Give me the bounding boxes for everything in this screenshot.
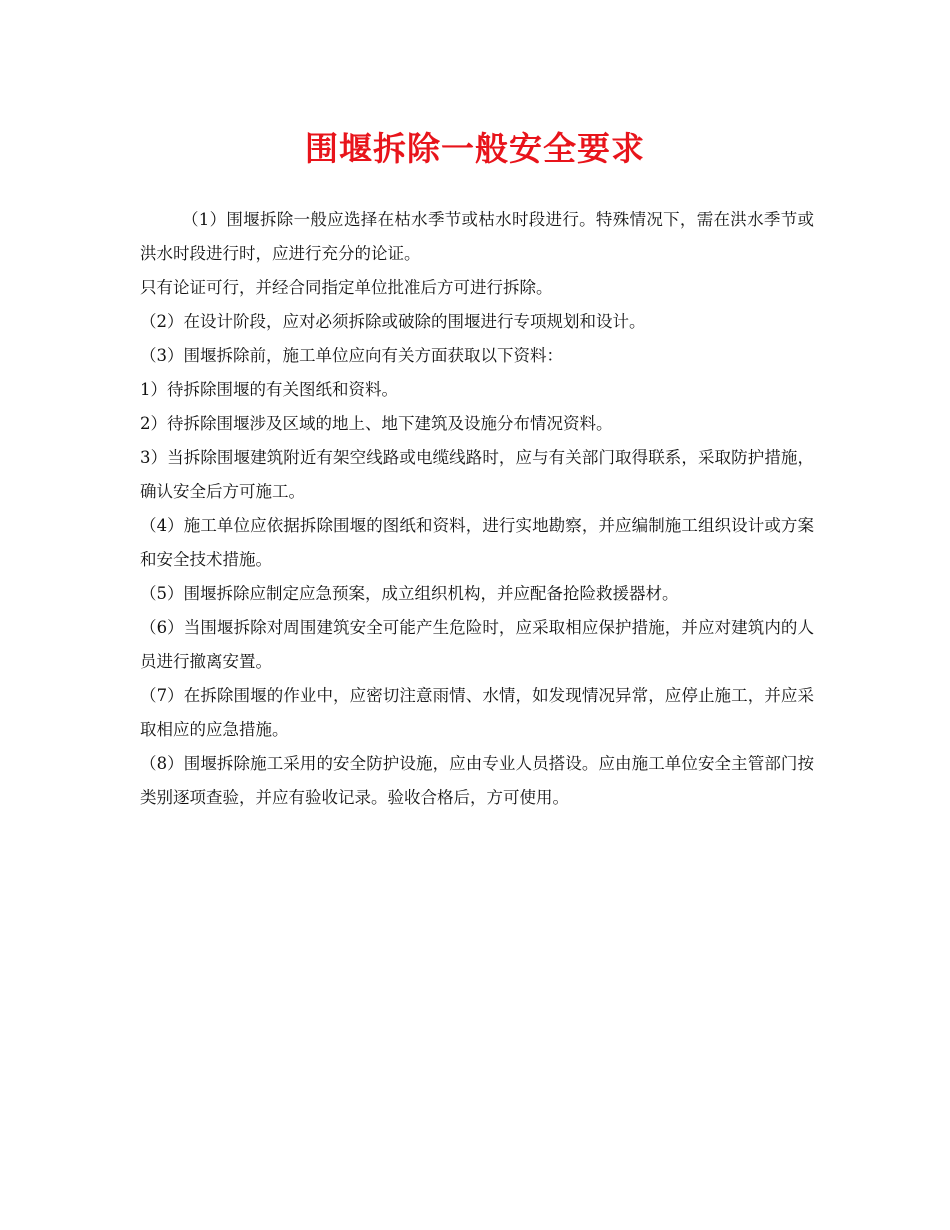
- paragraph-7: 3）当拆除围堰建筑附近有架空线路或电缆线路时，应与有关部门取得联系，采取防护措施，确认安全后方可施工。: [140, 448, 814, 501]
- paragraph-9: （5）围堰拆除应制定应急预案，成立组织机构，并应配备抢险救援器材。: [140, 584, 679, 603]
- paragraph-1: （1）围堰拆除一般应选择在枯水季节或枯水时段进行。特殊情况下，需在洪水季节或洪水时段进行时，应进行充分的论证。: [140, 210, 814, 263]
- document-title: 围堰拆除一般安全要求: [305, 129, 645, 168]
- paragraph-11: （7）在拆除围堰的作业中，应密切注意雨情、水情，如发现情况异常，应停止施工，并应采取相应的应急措施。: [140, 686, 814, 739]
- paragraph-3: （2）在设计阶段，应对必须拆除或破除的围堰进行专项规划和设计。: [140, 312, 646, 331]
- paragraph-2: 只有论证可行，并经合同指定单位批准后方可进行拆除。: [140, 278, 553, 297]
- paragraph-8: （4）施工单位应依据拆除围堰的图纸和资料，进行实地勘察，并应编制施工组织设计或方案和安全技术措施。: [140, 516, 814, 569]
- document-body: [140, 203, 814, 815]
- paragraph-10: （6）当围堰拆除对周围建筑安全可能产生危险时，应采取相应保护措施，并应对建筑内的人员进行撤离安置。: [140, 618, 814, 671]
- paragraph-6: 2）待拆除围堰涉及区域的地上、地下建筑及设施分布情况资料。: [140, 414, 613, 433]
- paragraph-12: （8）围堰拆除施工采用的安全防护设施，应由专业人员搭设。应由施工单位安全主管部门按类别逐项查验，并应有验收记录。验收合格后，方可使用。: [140, 754, 814, 807]
- paragraph-5: 1）待拆除围堰的有关图纸和资料。: [140, 380, 398, 399]
- paragraph-4: （3）围堰拆除前，施工单位应向有关方面获取以下资料：: [140, 346, 563, 365]
